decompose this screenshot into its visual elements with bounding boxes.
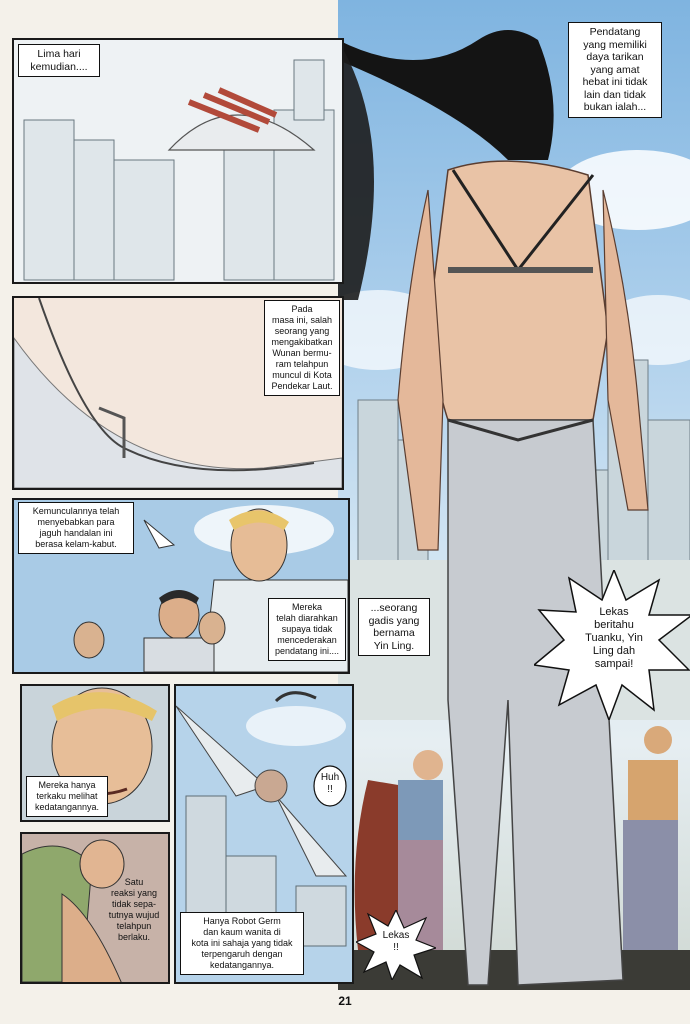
panel-green-cape — [20, 832, 170, 984]
panel-heroes — [12, 498, 350, 674]
caption-robot-germ: Hanya Robot Germ dan kaum wanita di kota ini sahaja yang tidak terpengaruh dengan kedatangannya. — [180, 912, 304, 975]
caption-seorang-gadis: ...seorang gadis yang bernama Yin Ling. — [358, 598, 430, 656]
shout-small-text: Lekas !! — [382, 930, 410, 953]
panel-robot-germ — [174, 684, 354, 984]
caption-mereka-diarahkan: Mereka telah diarahkan supaya tidak mencederakan pendatang ini.... — [268, 598, 346, 661]
caption-lima-hari: Lima hari kemudian.... — [18, 44, 100, 77]
muscular-man-figure — [623, 726, 678, 950]
shout-text: Lekas beritahu Tuanku, Yin Ling dah sampai! — [585, 606, 643, 670]
panel-city-establishing — [12, 38, 344, 284]
panel-yin-ling — [338, 0, 690, 990]
caption-satu-reaksi: Satu reaksi yang tidak sepa- tutnya wujud telahpun berlaku. — [108, 877, 160, 942]
caption-pada-masa-ini: Pada masa ini, salah seorang yang mengakibatkan Wunan bermu- ram telahpun muncul di Kota Pendekar Laut. — [264, 300, 340, 396]
caption-pendatang: Pendatang yang memiliki daya tarikan yang amat hebat ini tidak lain dan tidak bukan ialah... — [568, 22, 662, 118]
panel-closeup — [12, 296, 344, 490]
yin-ling-illustration — [338, 0, 690, 990]
panel-blond-face — [20, 684, 170, 822]
caption-kemunculannya: Kemunculannya telah menyebabkan para jaguh handalan ini berasa kelam-kabut. — [18, 502, 134, 554]
huh-text: Huh !! — [320, 772, 340, 795]
page-number: 21 — [338, 994, 352, 1008]
caption-terkaku: Mereka hanya terkaku melihat kedatangannya. — [26, 776, 108, 817]
